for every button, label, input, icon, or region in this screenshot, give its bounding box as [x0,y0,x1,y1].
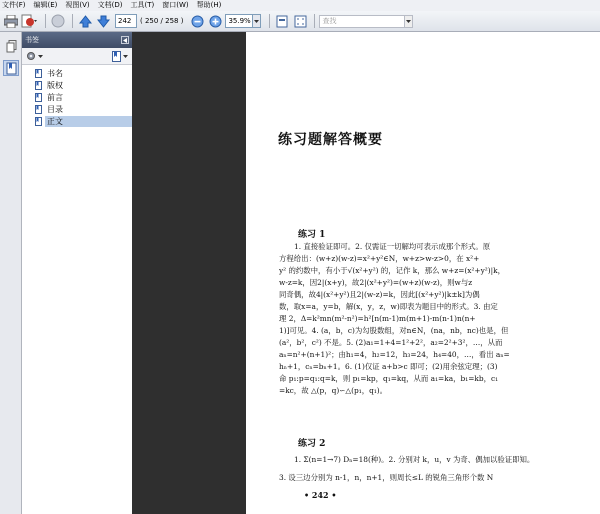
panel-title: 书签 [25,36,39,44]
text-line: =kc，故 △(p，q)∽△(p₁，q₁)。 [279,386,388,395]
bookmark-label: 书名 [47,68,63,78]
text-line: aₙ=n²+(n+1)²；由h₁=4，h₂=12，h₃=24，h₄=40，…，看出 aₙ= [279,350,510,359]
chevron-down-icon [254,20,259,23]
pages-icon [6,40,17,53]
find-input[interactable]: 查找 [319,15,405,28]
collapse-panel-button[interactable] [121,36,129,44]
text-line: hₙ+1，cₙ=bₙ+1。6. (1)仅证 a+b>c 即可；(2)用余弦定理；(3) [279,362,498,371]
text-line: 同奇偶，故4|(x²+y²)且2|(w-z)=k，因此[(x²+y²)|k±k]为偶 [279,290,480,299]
pages-tab[interactable] [3,38,19,54]
section-heading: 练习 2 [298,439,326,449]
options-button[interactable] [26,51,43,61]
chevron-down-icon [38,55,43,58]
bookmark-icon [35,93,42,102]
zoom-out-icon [191,15,204,28]
fit-width-button[interactable] [292,13,308,29]
text-line: 1. Σ(n=1→7) Dₙ=18(种)。2. 分别对 k，u，v 为奇、偶加以验证即知。 [294,455,535,464]
text-line: 方程给出：(w+z)(w-z)=x²+y²∈N，w+z>w-z>0，在 x²+ [279,254,480,263]
toolbar-separator [45,14,46,28]
menu-edit[interactable]: 编辑(E) [33,1,58,9]
new-bookmark-button[interactable] [112,51,128,62]
bookmark-item[interactable] [35,91,132,103]
bookmark-icon [35,105,42,114]
zoom-dropdown-button[interactable] [253,14,261,28]
bookmark-label: 版权 [47,80,63,90]
arrow-up-icon [79,15,92,28]
menu-help[interactable]: 帮助(H) [196,1,222,9]
document-background [132,32,246,514]
bookmark-item[interactable] [35,79,132,91]
chevron-down-icon [123,55,128,58]
bookmark-item[interactable] [35,103,132,115]
bookmark-label: 正文 [45,116,132,127]
bookmark-icon [6,62,17,75]
page-number-input[interactable]: 242 [115,14,137,28]
text-line: w-z=k，因2|(x+y)，故2|(x²+y²)=(w+z)(w-z)，则w与z [279,278,473,287]
fit-page-icon [276,15,288,28]
create-pdf-button[interactable] [21,13,39,29]
page-number-footer: • 242 • [304,490,337,500]
toolbar-separator [72,14,73,28]
bookmark-label: 前言 [47,92,63,102]
menu-file[interactable]: 文件(F) [2,1,26,9]
toolbar-separator [314,14,315,28]
create-pdf-icon [21,14,39,28]
bookmarks-panel [22,32,132,514]
menu-bar [0,0,600,11]
gear-icon [26,51,36,61]
menu-view[interactable]: 视图(V) [65,1,90,9]
bookmarks-panel-header [22,32,132,48]
bookmark-list [22,65,132,127]
chevron-down-icon [406,20,411,23]
bookmarks-tab[interactable] [3,60,19,76]
previous-page-button[interactable] [77,13,93,29]
bookmark-item-selected[interactable] [35,115,132,127]
menu-tools[interactable]: 工具(T) [130,1,155,9]
zoom-level-input[interactable]: 35.9% [225,14,253,28]
new-bookmark-icon [112,51,121,62]
hand-icon [51,14,65,28]
hand-tool-button[interactable] [50,13,66,29]
menu-window[interactable]: 窗口(W) [162,1,189,9]
text-line: 3. 设三边分别为 n-1，n，n+1，则周长≤L 的锐角三角形个数 N [279,473,494,482]
text-line: 1)]可见。4. (a，b，c)为勾股数组，对n∈N，(na，nb，nc)也是，但 [279,326,509,335]
text-line: y² 的约数中，有小于√(x²+y²) 的，记作 k，那么 w+z=(x²+y²)|k， [279,266,506,275]
find-dropdown-button[interactable] [405,15,413,28]
bookmark-label: 目录 [47,104,63,114]
text-line: 1. 直接验证即可。2. 仅需证一切解均可表示成那个形式。原 [294,242,491,251]
bookmark-item[interactable] [35,67,132,79]
bookmarks-toolbar [22,48,132,65]
text-line: 理 2，Δ=k²mn(m²-n²)=h²[n(m-1)m(m+1)-m(n-1)n(n+ [279,314,476,323]
next-page-button[interactable] [95,13,111,29]
toolbar-separator [269,14,270,28]
zoom-in-icon [209,15,222,28]
zoom-out-button[interactable] [189,13,205,29]
toolbar [0,11,600,32]
section-heading: 练习 1 [298,230,326,240]
text-line: 数，取x=a，y=b，解(x，y，z，w)即表为题目中的形式。3. 由定 [279,302,498,311]
chevron-left-icon [123,38,127,43]
document-page[interactable] [246,32,600,514]
bookmark-icon [35,117,42,126]
text-line: 命 p₁:p=q₁:q=k，则 p₁=kp，q₁=kq，从而 a₁=ka，b₁=kb，c₁ [279,374,499,383]
page-count: ( 250 / 258 ) [140,17,184,25]
navigation-tab-strip [0,32,22,514]
arrow-down-icon [97,15,110,28]
fit-page-button[interactable] [274,13,290,29]
fit-width-icon [294,15,307,28]
text-line: (a²，b²，c²) 不是。5. (2)a₁=1+4=1²+2²，a₂=2²+3²，…，从而 [279,338,503,347]
zoom-in-button[interactable] [207,13,223,29]
page-heading: 练习题解答概要 [278,132,383,148]
menu-document[interactable]: 文档(D) [97,1,123,9]
print-button[interactable] [3,13,19,29]
bookmark-icon [35,81,42,90]
printer-icon [4,15,18,28]
bookmark-icon [35,69,42,78]
